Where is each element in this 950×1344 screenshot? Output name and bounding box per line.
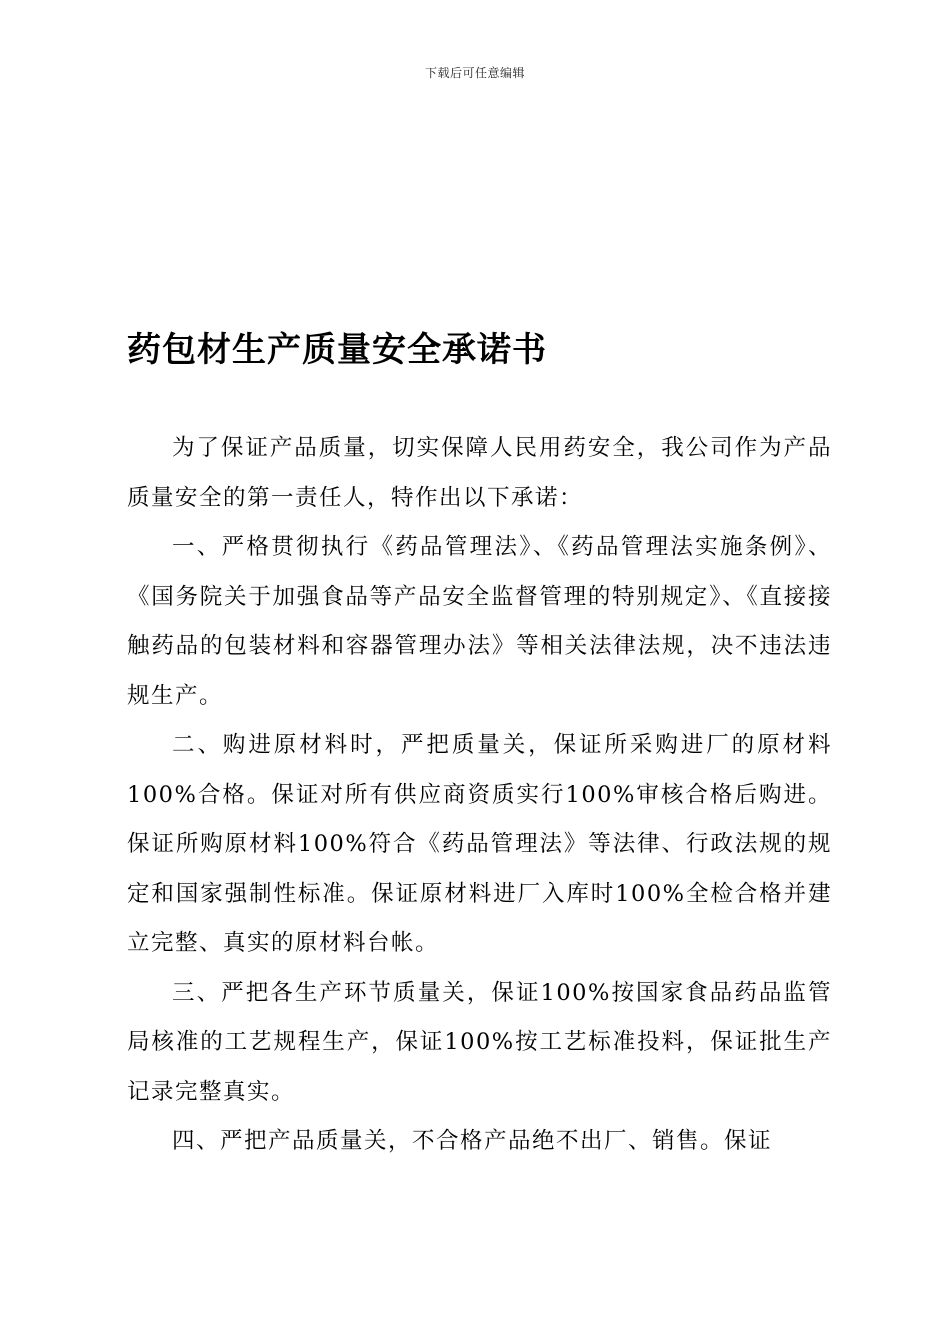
clause-2-paragraph: 二、购进原材料时，严把质量关，保证所采购进厂的原材料100%合格。保证对所有供应商资质实行100%审核合格后购进。保证所购原材料100%符合《药品管理法》等法律、行政法规的规定和国家强制性标准。保证原材料进厂入库时100%全检合格并建立完整、真实的原材料台帐。 [127,732,832,956]
clause-3-paragraph: 三、严把各生产环节质量关，保证100%按国家食品药品监管局核准的工艺规程生产，保证100%按工艺标准投料，保证批生产记录完整真实。 [127,979,832,1105]
page-header: 下载后可任意编辑 [424,66,525,80]
clause-4-paragraph: 四、严把产品质量关，不合格产品绝不出厂、销售。保证 [172,1128,773,1154]
document-body [127,424,832,1167]
clause-1-paragraph: 一、严格贯彻执行《药品管理法》、《药品管理法实施条例》、《国务院关于加强食品等产品安全监督管理的特别规定》、《直接接触药品的包装材料和容器管理办法》等相关法律法规，决不违法违规生产。 [127,534,832,709]
document-title: 药包材生产质量安全承诺书 [127,330,547,370]
intro-paragraph: 为了保证产品质量，切实保障人民用药安全，我公司作为产品质量安全的第一责任人，特作出以下承诺： [127,435,832,511]
